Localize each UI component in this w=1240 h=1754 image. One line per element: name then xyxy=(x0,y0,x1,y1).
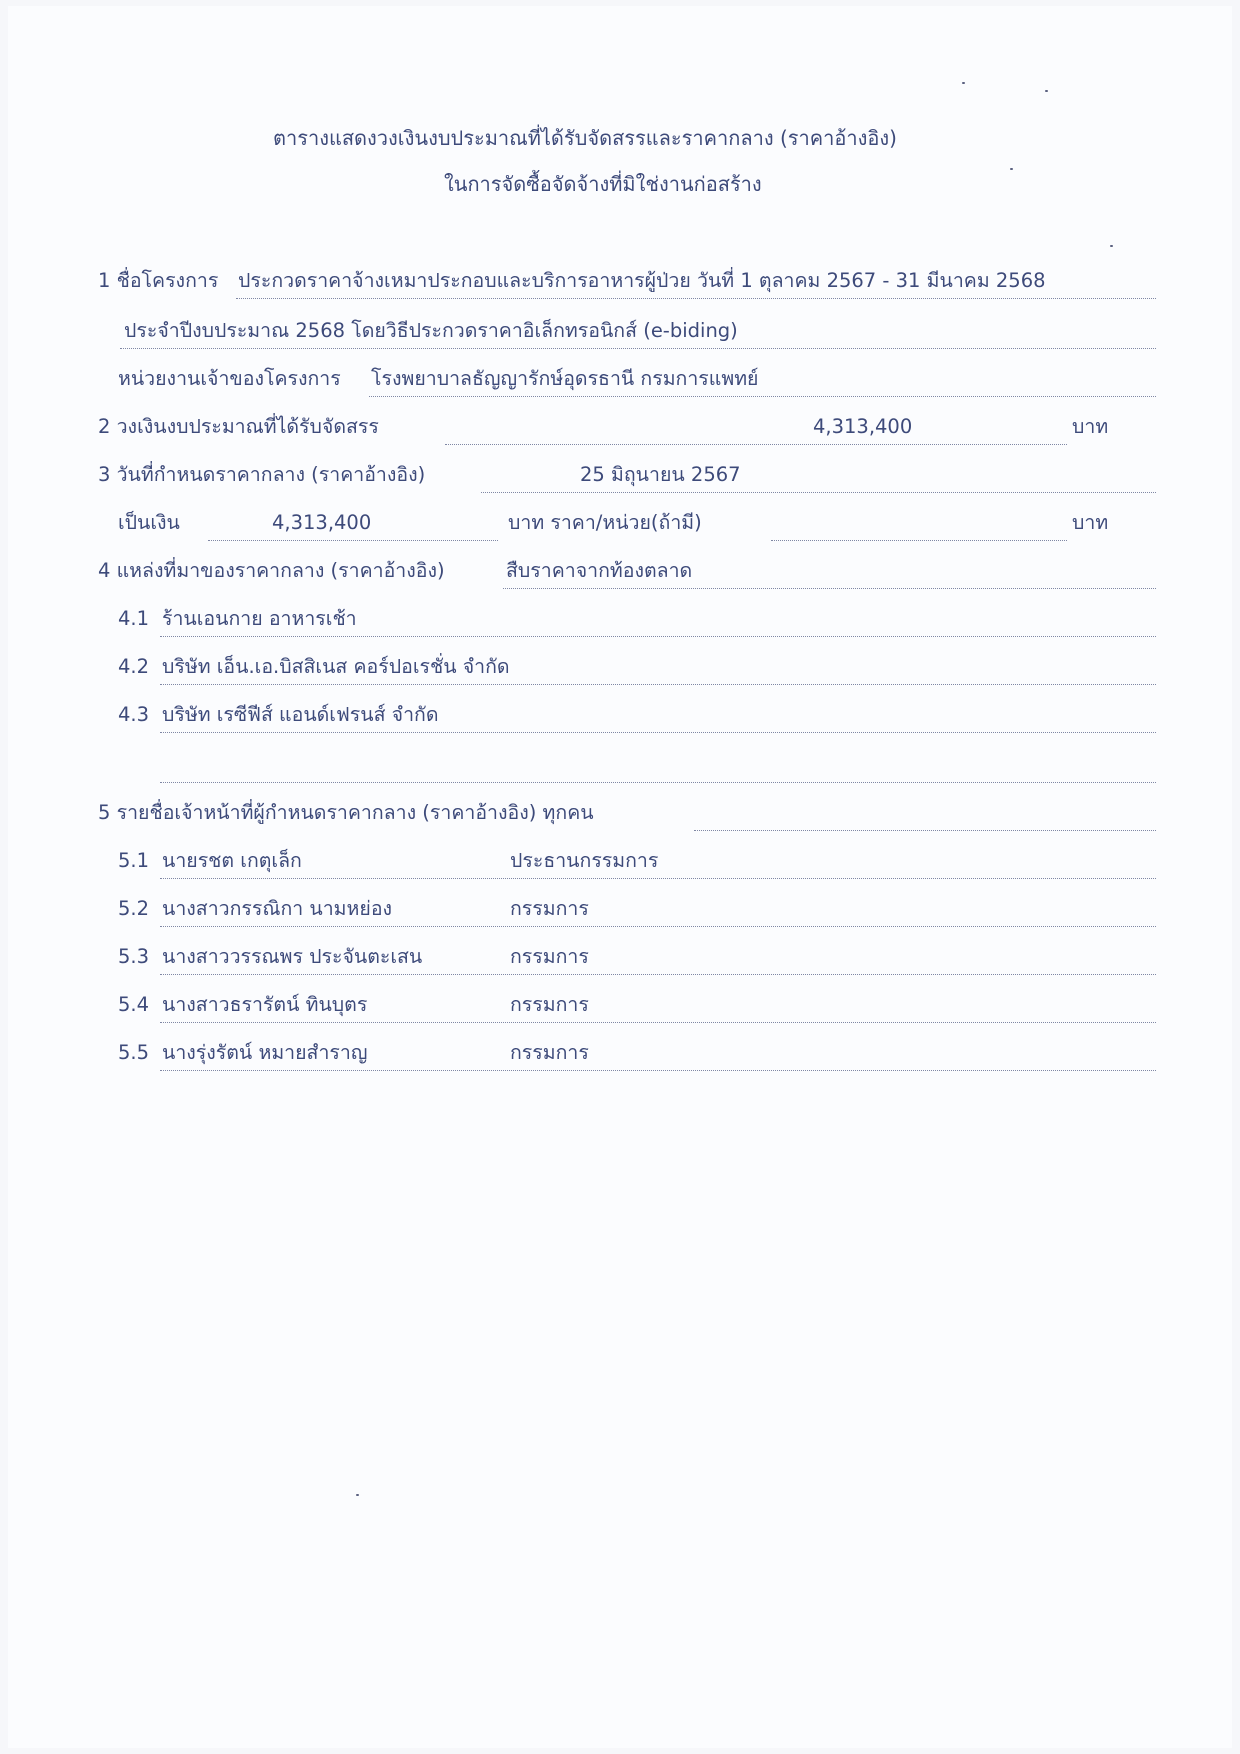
member-number: 5.4 xyxy=(118,993,150,1016)
reference-amount-value: 4,313,400 xyxy=(272,511,372,534)
budget-amount: 4,313,400 xyxy=(813,415,913,438)
member-role: กรรมการ xyxy=(510,945,589,968)
member-name: นายรชต เกตุเล็ก xyxy=(162,849,302,872)
price-source-value: สืบราคาจากท้องตลาด xyxy=(506,559,693,582)
member-name: นางสาววรรณพร ประจันตะเสน xyxy=(162,945,423,968)
member-number: 5.1 xyxy=(118,849,150,872)
source-name: บริษัท เรซีฟีส์ แอนด์เฟรนส์ จำกัด xyxy=(162,703,439,726)
project-name-label: 1 ชื่อโครงการ xyxy=(98,269,219,292)
unit-price-unit: บาท xyxy=(1072,511,1109,534)
dotted-line xyxy=(208,540,498,541)
dotted-line xyxy=(160,878,1156,879)
member-number: 5.2 xyxy=(118,897,150,920)
dotted-line xyxy=(445,444,1067,445)
dotted-line xyxy=(694,830,1156,831)
dotted-line xyxy=(160,974,1156,975)
member-name: นางสาวธรารัตน์ ทินบุตร xyxy=(162,993,368,1016)
dotted-line xyxy=(160,636,1156,637)
member-role: กรรมการ xyxy=(510,1041,589,1064)
dotted-line xyxy=(160,926,1156,927)
source-name: บริษัท เอ็น.เอ.บิสสิเนส คอร์ปอเรชั่น จำกัด xyxy=(162,655,510,678)
dotted-line xyxy=(503,588,1156,589)
dotted-line xyxy=(120,348,1156,349)
scan-speck xyxy=(962,82,965,84)
reference-date-value: 25 มิถุนายน 2567 xyxy=(580,463,741,486)
member-number: 5.5 xyxy=(118,1041,150,1064)
project-owner-value: โรงพยาบาลธัญญารักษ์อุดรธานี กรมการแพทย์ xyxy=(371,367,759,390)
dotted-line xyxy=(771,540,1067,541)
committee-label: 5 รายชื่อเจ้าหน้าที่ผู้กำหนดราคากลาง (ราคาอ้างอิง) ทุกคน xyxy=(98,801,594,824)
reference-date-label: 3 วันที่กำหนดราคากลาง (ราคาอ้างอิง) xyxy=(98,463,426,486)
unit-price-label: บาท ราคา/หน่วย(ถ้ามี) xyxy=(508,511,702,534)
member-role: ประธานกรรมการ xyxy=(510,849,659,872)
dotted-line xyxy=(160,732,1156,733)
project-name-line2: ประจำปีงบประมาณ 2568 โดยวิธีประกวดราคาอิเล็กทรอนิกส์ (e-biding) xyxy=(124,319,738,342)
dotted-line xyxy=(160,1022,1156,1023)
source-name: ร้านเอนกาย อาหารเช้า xyxy=(162,607,357,630)
price-source-label: 4 แหล่งที่มาของราคากลาง (ราคาอ้างอิง) xyxy=(98,559,445,582)
member-name: นางรุ่งรัตน์ หมายสำราญ xyxy=(162,1041,368,1064)
project-owner-label: หน่วยงานเจ้าของโครงการ xyxy=(118,367,341,390)
dotted-line xyxy=(481,492,1156,493)
source-number: 4.2 xyxy=(118,655,150,678)
document-title-line2: ในการจัดซื้อจัดจ้างที่มิใช่งานก่อสร้าง xyxy=(444,172,762,196)
scan-speck xyxy=(1110,245,1113,247)
project-name-value: ประกวดราคาจ้างเหมาประกอบและบริการอาหารผู้ป่วย วันที่ 1 ตุลาคม 2567 - 31 มีนาคม 2568 xyxy=(238,269,1046,292)
source-number: 4.1 xyxy=(118,607,150,630)
dotted-line xyxy=(160,684,1156,685)
member-number: 5.3 xyxy=(118,945,150,968)
member-name: นางสาวกรรณิกา นามหย่อง xyxy=(162,897,393,920)
dotted-line xyxy=(160,1070,1156,1071)
dotted-line-empty xyxy=(160,782,1156,783)
budget-unit: บาท xyxy=(1072,415,1109,438)
scan-speck xyxy=(1010,168,1013,170)
scan-speck xyxy=(1045,90,1048,92)
scan-speck xyxy=(356,1494,359,1496)
document-title-line1: ตารางแสดงวงเงินงบประมาณที่ได้รับจัดสรรและราคากลาง (ราคาอ้างอิง) xyxy=(273,126,897,150)
dotted-line xyxy=(369,396,1156,397)
dotted-line xyxy=(236,298,1156,299)
member-role: กรรมการ xyxy=(510,897,589,920)
source-number: 4.3 xyxy=(118,703,150,726)
budget-label: 2 วงเงินงบประมาณที่ได้รับจัดสรร xyxy=(98,415,379,438)
reference-amount-label: เป็นเงิน xyxy=(118,511,180,534)
member-role: กรรมการ xyxy=(510,993,589,1016)
